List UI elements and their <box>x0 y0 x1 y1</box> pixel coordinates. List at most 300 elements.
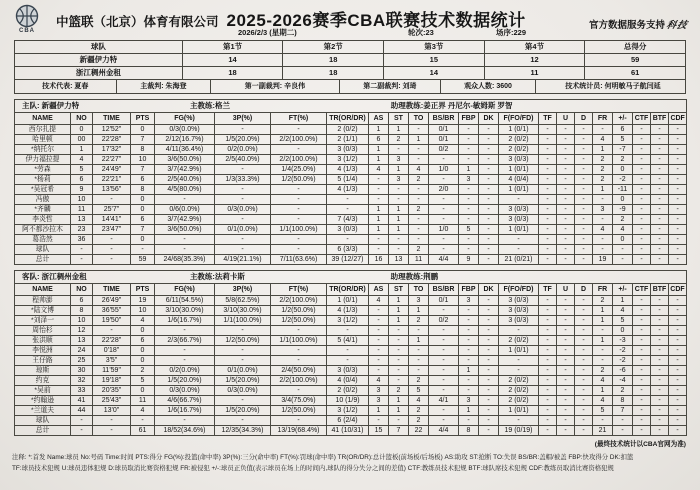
stat-cell: 4 <box>593 376 613 386</box>
stat-cell: 25'7" <box>93 205 131 215</box>
stat-cell: 3 (0/3) <box>499 296 539 306</box>
stat-cell: - <box>651 346 669 356</box>
stat-row <box>15 356 687 366</box>
stat-cell: 0'18" <box>93 346 131 356</box>
score-table-head <box>15 41 686 54</box>
stat-cell: 26'49" <box>93 296 131 306</box>
stat-cell: - <box>575 316 593 326</box>
stat-cell: 4 <box>613 306 633 316</box>
stat-cell: - <box>557 235 575 245</box>
stat-cell: 1/4(25.0%) <box>271 165 327 175</box>
stat-cell: - <box>409 366 429 376</box>
stat-cell: - <box>539 155 557 165</box>
stat-cell: - <box>593 125 613 135</box>
stat-cell: 18/52(34.6%) <box>155 426 215 436</box>
stat-cell: 1 <box>389 396 409 406</box>
stat-row <box>15 346 687 356</box>
stat-cell: - <box>271 185 327 195</box>
stat-cell: - <box>557 396 575 406</box>
score-cell: 14 <box>182 54 283 67</box>
support-label: 官方数据服务支持 <box>588 20 665 31</box>
stat-cell: - <box>651 225 669 235</box>
stat-column-header: U <box>557 113 575 125</box>
stat-cell: 3 <box>459 296 479 306</box>
player-name: 张洪顺 <box>15 336 71 346</box>
stat-cell: 0/3(0.0%) <box>215 205 271 215</box>
stat-cell: - <box>557 245 575 255</box>
player-name: 李悦洲 <box>15 346 71 356</box>
stat-cell: 1 <box>389 205 409 215</box>
stat-cell: 3 <box>593 205 613 215</box>
stat-column-header: BS/BR <box>429 113 459 125</box>
stat-cell: - <box>557 326 575 336</box>
stat-cell: - <box>215 416 271 426</box>
stat-cell: - <box>575 155 593 165</box>
stat-cell: 2 <box>409 205 429 215</box>
stat-cell: - <box>669 296 687 306</box>
stat-cell: 2 <box>593 366 613 376</box>
stat-cell: - <box>459 245 479 255</box>
player-name: 伊力福拉提 <box>15 155 71 165</box>
stat-cell: 1/3(33.3%) <box>215 175 271 185</box>
stat-cell: - <box>271 416 327 426</box>
team-coach: 主教练:法莉卡斯 <box>189 272 245 281</box>
stat-cell: - <box>633 366 651 376</box>
stat-cell: - <box>651 195 669 205</box>
player-name: *陆文博 <box>15 306 71 316</box>
stat-cell: -4 <box>613 376 633 386</box>
stat-cell: 1 <box>71 145 93 155</box>
stat-cell: - <box>155 326 215 336</box>
stat-cell: - <box>409 125 429 135</box>
stat-cell: 4 <box>131 316 155 326</box>
official-cell: 第一副裁判: 辛良伟 <box>211 80 339 93</box>
stat-cell: 3 <box>459 396 479 406</box>
stat-cell: - <box>557 356 575 366</box>
stat-cell: - <box>369 235 389 245</box>
stat-column-header: +/- <box>613 284 633 296</box>
stat-cell: 6/11(54.5%) <box>155 296 215 306</box>
stat-cell: - <box>539 376 557 386</box>
stat-cell: - <box>459 125 479 135</box>
stat-cell: - <box>669 356 687 366</box>
stat-cell: - <box>633 386 651 396</box>
stat-column-header: CDF <box>669 284 687 296</box>
stat-cell: - <box>669 125 687 135</box>
stat-cell: 3 <box>389 175 409 185</box>
stat-cell: 41 <box>71 396 93 406</box>
stat-cell: 11 <box>409 255 429 265</box>
stat-cell: - <box>409 356 429 366</box>
stat-cell: - <box>155 195 215 205</box>
stat-cell: - <box>271 326 327 336</box>
stat-cell: - <box>633 306 651 316</box>
stat-cell: - <box>429 245 459 255</box>
stat-row <box>15 306 687 316</box>
player-name: 总计 <box>15 255 71 265</box>
stat-cell: - <box>593 356 613 366</box>
quarter-score-table <box>14 40 686 80</box>
stat-cell: - <box>479 346 499 356</box>
stat-cell: - <box>669 366 687 376</box>
stat-cell: 1/2(50.0%) <box>271 316 327 326</box>
stat-cell: 1 <box>369 145 389 155</box>
stat-cell: - <box>669 235 687 245</box>
stat-cell: 4/1 <box>429 396 459 406</box>
stat-cell: - <box>479 366 499 376</box>
stat-cell: 4 <box>131 406 155 416</box>
stat-cell: - <box>539 426 557 436</box>
stat-cell: - <box>389 245 409 255</box>
stat-cell: 0 <box>131 235 155 245</box>
stat-cell: 7 <box>131 135 155 145</box>
stat-cell: - <box>557 316 575 326</box>
stat-cell: - <box>539 316 557 326</box>
stat-cell: - <box>575 396 593 406</box>
team-assistant: 助理教练:荆鹏 <box>390 272 439 281</box>
stat-cell: - <box>669 255 687 265</box>
stat-cell: - <box>369 316 389 326</box>
stat-cell: 6 <box>613 125 633 135</box>
stat-cell: - <box>669 215 687 225</box>
stat-cell: 30 <box>71 366 93 376</box>
official-cell: 第二副裁判: 刘琦 <box>340 80 442 93</box>
stat-cell: - <box>557 175 575 185</box>
stat-header-row <box>15 113 687 125</box>
stat-column-header: FT(%) <box>271 113 327 125</box>
stat-row <box>15 235 687 245</box>
stat-cell: - <box>557 416 575 426</box>
stat-cell: - <box>651 296 669 306</box>
stat-cell: - <box>557 406 575 416</box>
stat-cell: - <box>479 165 499 175</box>
stat-column-header: F(FO/FD) <box>499 113 539 125</box>
stat-cell: 13 <box>389 255 409 265</box>
stat-cell: 0 <box>131 386 155 396</box>
stat-cell: - <box>575 145 593 155</box>
stat-cell: - <box>369 245 389 255</box>
stat-cell: 1 <box>409 336 429 346</box>
stat-cell: 4 <box>409 165 429 175</box>
official-site-disclaimer: (最终技术统计以CBA官网为准) <box>594 441 686 448</box>
stat-cell: - <box>633 416 651 426</box>
stat-cell: - <box>633 155 651 165</box>
stat-cell: - <box>369 306 389 316</box>
stat-cell: 1 <box>389 125 409 135</box>
stat-cell: - <box>479 306 499 316</box>
stat-cell: 0/3(0.0%) <box>215 386 271 396</box>
stat-cell: - <box>215 215 271 225</box>
basketball-icon <box>15 4 39 28</box>
stat-cell: 1/1(100.0%) <box>271 225 327 235</box>
stat-cell: - <box>669 386 687 396</box>
stat-cell: 36'55" <box>93 306 131 316</box>
stat-cell: - <box>479 125 499 135</box>
stat-cell: - <box>575 165 593 175</box>
stat-cell: 2/3(66.7%) <box>155 336 215 346</box>
player-name: 哈里顿 <box>15 135 71 145</box>
stat-cell: 5 <box>593 406 613 416</box>
stat-cell: - <box>93 326 131 336</box>
stat-cell: - <box>557 165 575 175</box>
stat-cell: - <box>479 215 499 225</box>
stat-cell: - <box>557 225 575 235</box>
stat-cell: - <box>651 406 669 416</box>
score-column-header: 球队 <box>15 41 183 54</box>
stat-cell: - <box>429 235 459 245</box>
stat-cell: 1 <box>459 406 479 416</box>
stat-cell: - <box>409 155 429 165</box>
stat-cell: 0 <box>131 346 155 356</box>
stat-cell: - <box>499 326 539 336</box>
stat-cell: 3/6(50.0%) <box>155 225 215 235</box>
stat-cell: 2/4(50.0%) <box>271 366 327 376</box>
stat-cell: - <box>633 316 651 326</box>
stat-cell: - <box>215 356 271 366</box>
stat-cell: 0/1(0.0%) <box>215 225 271 235</box>
stat-cell: 1 <box>389 306 409 316</box>
stat-column-header: ST <box>389 284 409 296</box>
stat-cell: -3 <box>613 336 633 346</box>
stat-cell: - <box>633 396 651 406</box>
stat-cell: - <box>613 416 633 426</box>
stat-cell: - <box>389 356 409 366</box>
stat-cell: 1/0 <box>429 225 459 235</box>
stat-cell: - <box>271 205 327 215</box>
stat-cell: - <box>459 386 479 396</box>
stat-column-header: FR <box>593 113 613 125</box>
officials-bar <box>14 80 686 94</box>
stat-column-header: FBP <box>459 284 479 296</box>
stat-cell: 4 (1/3) <box>327 165 369 175</box>
stat-cell: - <box>575 306 593 316</box>
stat-cell: - <box>429 306 459 316</box>
stat-cell: - <box>669 185 687 195</box>
stat-cell: - <box>479 205 499 215</box>
stat-cell: 1 <box>369 406 389 416</box>
stat-cell: 4 <box>593 396 613 406</box>
stat-cell: 7 <box>613 406 633 416</box>
stat-cell: - <box>633 326 651 336</box>
stat-cell: - <box>93 245 131 255</box>
stat-cell: 1 <box>613 296 633 306</box>
stat-cell: - <box>409 326 429 336</box>
stat-cell: - <box>669 396 687 406</box>
stat-cell: - <box>669 225 687 235</box>
stat-cell: 1 <box>389 406 409 416</box>
stat-column-header: D <box>575 284 593 296</box>
stat-cell: - <box>271 125 327 135</box>
stat-cell: 9 <box>71 185 93 195</box>
stat-cell: 0 <box>613 326 633 336</box>
stat-cell: 2 (0/2) <box>499 386 539 396</box>
stat-cell: 6 <box>131 336 155 346</box>
stat-cell: 3/10(30.0%) <box>215 306 271 316</box>
stat-row <box>15 376 687 386</box>
stat-cell: - <box>389 416 409 426</box>
stat-cell: - <box>459 416 479 426</box>
stat-cell: - <box>429 346 459 356</box>
stat-cell: - <box>327 326 369 336</box>
stat-cell: - <box>651 155 669 165</box>
stat-cell: 4 <box>369 376 389 386</box>
stat-cell: - <box>539 306 557 316</box>
stat-cell: - <box>633 426 651 436</box>
stat-cell: - <box>479 135 499 145</box>
stat-cell: 4/11(36.4%) <box>155 145 215 155</box>
stat-cell: 1 <box>389 165 409 175</box>
stat-cell: 1 (0/1) <box>499 346 539 356</box>
stat-cell: 2 (0/2) <box>499 135 539 145</box>
stat-column-header: FT(%) <box>271 284 327 296</box>
stat-cell: - <box>499 366 539 376</box>
stat-cell: - <box>389 346 409 356</box>
score-cell: 18 <box>283 54 384 67</box>
team-assistant: 助理教练:姜正界 丹尼尔-敏姆斯 罗智 <box>390 101 513 110</box>
stat-cell: - <box>479 235 499 245</box>
stat-cell: 1/2(50.0%) <box>271 306 327 316</box>
legend-line-2: TF:球员技术犯规 U:球员违体犯规 D:球员取消比赛资格犯规 FR:被侵犯 +/-:球员正负值(表示球员在场上的时间内,球队的得分失分之间的差值) CTF:教练员技术犯规 BTF:球队席技术犯规 CDF:教练员取消比赛资格犯规 <box>12 465 614 473</box>
stat-cell: 2 <box>613 386 633 396</box>
stat-cell: - <box>539 346 557 356</box>
stat-cell: 22'28" <box>93 336 131 346</box>
stat-cell: - <box>651 426 669 436</box>
stat-cell: -2 <box>613 175 633 185</box>
stat-cell: - <box>429 336 459 346</box>
stat-cell: 1 <box>593 386 613 396</box>
stat-cell: - <box>479 336 499 346</box>
stat-column-header: NO <box>71 284 93 296</box>
stat-cell: - <box>557 215 575 225</box>
stat-row <box>15 296 687 306</box>
stat-cell: 2 (1/1) <box>327 135 369 145</box>
stat-cell: 3 (1/2) <box>327 316 369 326</box>
stat-cell: - <box>539 366 557 376</box>
stat-cell: - <box>459 316 479 326</box>
stat-cell: 2/0 <box>429 185 459 195</box>
stat-cell: - <box>557 135 575 145</box>
stat-cell: 2 <box>593 296 613 306</box>
stat-cell: 21 <box>593 426 613 436</box>
stat-row <box>15 145 687 155</box>
stat-cell: 8 <box>131 185 155 195</box>
stat-cell: - <box>557 185 575 195</box>
stat-column-header: TIME <box>93 113 131 125</box>
stat-cell: - <box>633 356 651 366</box>
stat-row <box>15 215 687 225</box>
stat-cell: - <box>71 426 93 436</box>
stat-cell: 22'28" <box>93 135 131 145</box>
stat-cell: - <box>575 215 593 225</box>
stat-cell: 1 <box>409 135 429 145</box>
stat-cell: 33 <box>71 386 93 396</box>
stat-column-header: DK <box>479 113 499 125</box>
team-coach: 主教练:格兰 <box>190 101 230 110</box>
stat-cell: - <box>215 346 271 356</box>
stat-cell: 6 (2/4) <box>327 416 369 426</box>
stat-cell: - <box>539 215 557 225</box>
stat-column-header: NAME <box>15 113 71 125</box>
stat-header-row <box>15 284 687 296</box>
stat-cell: - <box>575 426 593 436</box>
stat-cell: - <box>215 165 271 175</box>
stat-cell: 61 <box>131 426 155 436</box>
stat-cell: - <box>575 346 593 356</box>
stat-cell: 17'32" <box>93 145 131 155</box>
stat-column-header: FG(%) <box>155 113 215 125</box>
stat-cell: 2/5(40.0%) <box>215 155 271 165</box>
stat-column-header: 3P(%) <box>215 284 271 296</box>
stat-column-header: PTS <box>131 113 155 125</box>
stat-cell: - <box>459 145 479 155</box>
stat-cell: - <box>539 175 557 185</box>
stat-cell: - <box>557 296 575 306</box>
stat-cell: 6 <box>71 175 93 185</box>
stat-cell: 3 (1/2) <box>327 406 369 416</box>
stat-cell: 3 <box>389 155 409 165</box>
legend-line-1: 注释: *:首发 Name:球员 No:号码 Time:时间 PTS:得分 FG(%):投篮(命中率) 3P(%):三分(命中率) FT(%):罚球(命中率) TR(OR/DR):总计篮板(前场板/后场板) AS:助攻 ST:抢断 TO:失误 BS/BR:盖帽/被盖 FBP:快攻得分 DK:扣篮 <box>12 454 634 461</box>
stat-cell: 1 (0/1) <box>499 185 539 195</box>
stat-cell: 8 <box>459 426 479 436</box>
stat-cell: - <box>327 346 369 356</box>
stat-row <box>15 416 687 426</box>
stat-cell: - <box>651 306 669 316</box>
stat-cell: 4 <box>409 396 429 406</box>
stat-cell: 0 <box>613 235 633 245</box>
stat-cell: - <box>557 255 575 265</box>
stat-cell: 3 (0/3) <box>327 145 369 155</box>
stat-row <box>15 255 687 265</box>
data-service-credit <box>589 17 688 31</box>
stat-cell: - <box>633 185 651 195</box>
stat-cell: 1 <box>369 125 389 135</box>
player-name: 琼斯 <box>15 366 71 376</box>
stat-cell: 0/2 <box>429 145 459 155</box>
team-section-header <box>15 271 687 284</box>
stat-cell: 0 <box>613 195 633 205</box>
score-cell: 11 <box>484 67 585 80</box>
stat-cell: 2 <box>593 155 613 165</box>
stat-cell: 6 <box>71 296 93 306</box>
stat-cell: 12 <box>71 326 93 336</box>
stat-cell: 1 <box>593 316 613 326</box>
stat-cell: 3 <box>409 296 429 306</box>
stat-cell: 2 (0/2) <box>499 376 539 386</box>
stat-cell: - <box>539 326 557 336</box>
stat-column-header: BTF <box>651 284 669 296</box>
stat-cell: - <box>369 336 389 346</box>
stat-cell: - <box>155 245 215 255</box>
stat-cell: - <box>575 175 593 185</box>
stat-cell: 32 <box>71 376 93 386</box>
stat-cell: - <box>669 165 687 175</box>
score-cell: 61 <box>585 67 686 80</box>
stat-cell: - <box>271 386 327 396</box>
stat-cell: - <box>575 245 593 255</box>
stat-column-header: 3P(%) <box>215 113 271 125</box>
stat-cell: - <box>593 235 613 245</box>
stat-cell: - <box>575 366 593 376</box>
stat-cell: - <box>651 215 669 225</box>
stat-cell: 2/2(100.0%) <box>271 296 327 306</box>
stat-cell: - <box>669 175 687 185</box>
stat-cell: - <box>575 336 593 346</box>
stat-row <box>15 245 687 255</box>
stat-cell: 1 (0/1) <box>499 406 539 416</box>
score-table-body <box>15 54 686 80</box>
stat-cell: 22 <box>409 426 429 436</box>
stat-cell: - <box>155 416 215 426</box>
